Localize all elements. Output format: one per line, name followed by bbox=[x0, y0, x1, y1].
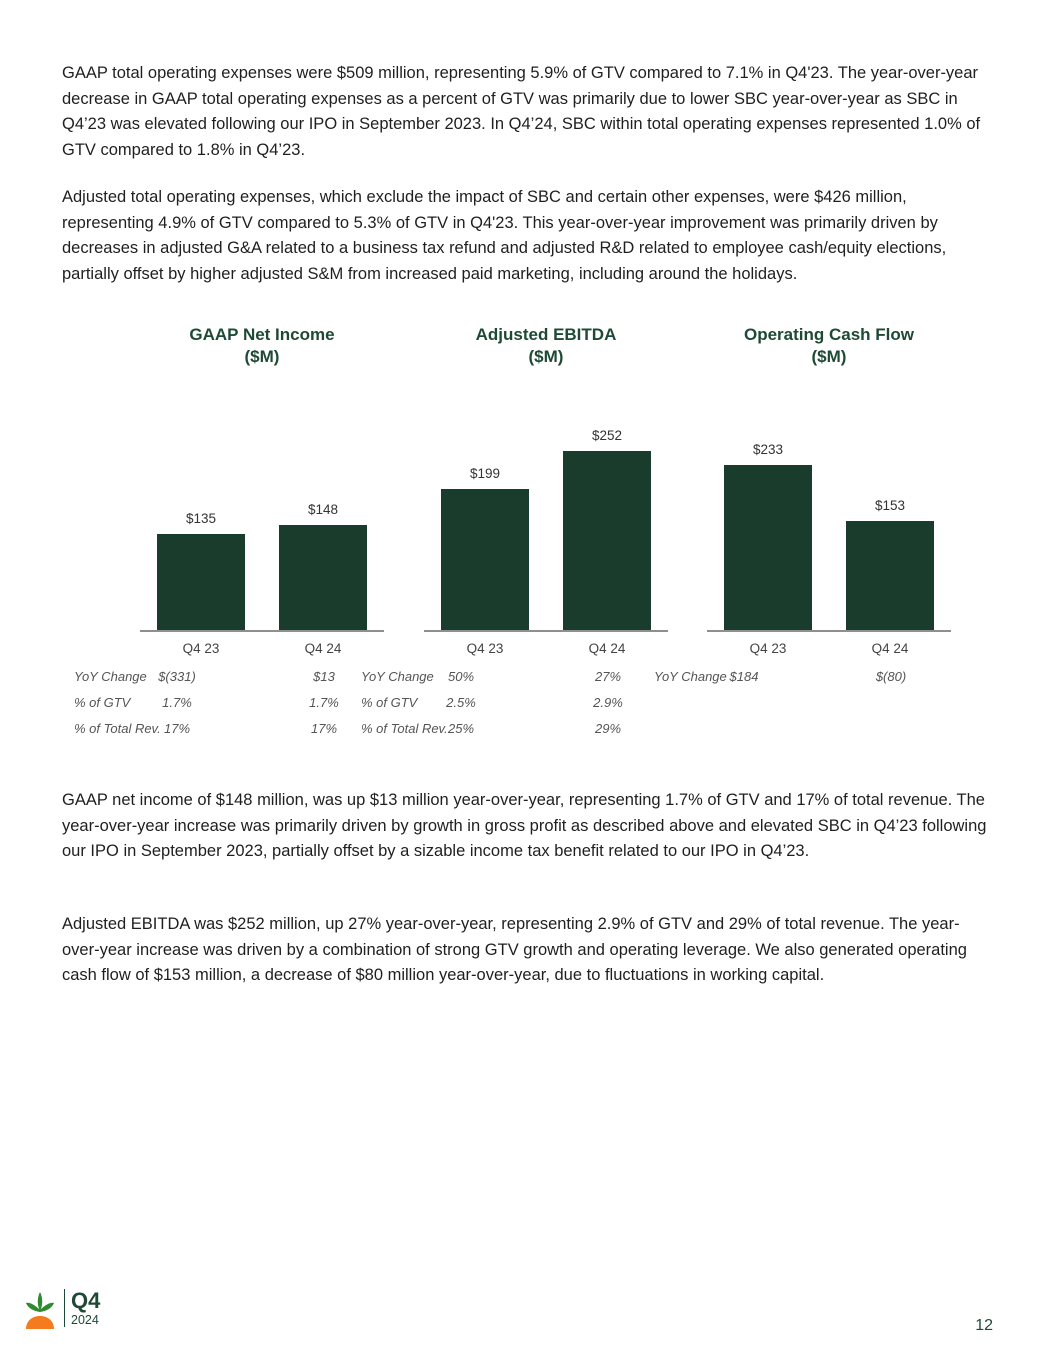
chart-title-text: Operating Cash Flow bbox=[743, 325, 915, 344]
stat-value: 50% bbox=[447, 669, 475, 684]
ebitda-paragraph: Adjusted EBITDA was $252 million, up 27% year-over-year, representing 2.9% of GTV and 29% of total revenue. The year-over-year increase was driven by a combination of strong GTV growth and operating leverage. We also generated operating cash flow of $153 million, a decrease of $80 million year-over-year, due to fluctuations in working capital. bbox=[62, 915, 967, 984]
quarter-badge bbox=[64, 1289, 100, 1327]
stat-label: % of Total Rev. bbox=[74, 721, 161, 736]
bar bbox=[441, 489, 529, 630]
footer-year: 2024 bbox=[71, 1313, 99, 1327]
stat-value: $13 bbox=[313, 669, 335, 684]
chart-title-text: Adjusted EBITDA bbox=[475, 325, 617, 344]
chart-baseline bbox=[424, 630, 668, 632]
bar-value-label: $199 bbox=[469, 466, 501, 481]
stat-value: 25% bbox=[447, 721, 475, 736]
chart-title bbox=[132, 324, 392, 368]
stat-label: YoY Change bbox=[74, 669, 147, 684]
chart-baseline bbox=[140, 630, 384, 632]
net-income-paragraph: GAAP net income of $148 million, was up $13 million year-over-year, representing 1.7% of GTV and 17% of total revenue. The year-over-year increase was primarily driven by growth in gross profit as described above and elevated SBC in Q4’23 following our IPO in September 2023, partially offset by a sizable income tax benefit related to our IPO in Q4’23. bbox=[62, 791, 987, 860]
x-tick-label: Q4 24 bbox=[304, 641, 342, 656]
stat-label: % of GTV bbox=[361, 695, 418, 710]
opex-paragraph: GAAP total operating expenses were $509 million, representing 5.9% of GTV compared to 7.1% in Q4'23. The year-over-year decrease in GAAP total operating expenses as a percent of GTV was primarily due to lower SBC year-over-year as SBC in Q4’23 was elevated following our IPO in September 2023. In Q4’24, SBC within total operating expenses represented 1.0% of GTV compared to 1.8% in Q4’23. bbox=[62, 64, 981, 159]
chart-unit-text: ($M) bbox=[811, 347, 847, 366]
x-tick-label: Q4 23 bbox=[182, 641, 220, 656]
stat-value: 1.7% bbox=[309, 695, 339, 710]
x-tick-label: Q4 24 bbox=[588, 641, 626, 656]
chart-title bbox=[416, 324, 676, 368]
chart-title-text: GAAP Net Income bbox=[189, 325, 335, 344]
bar bbox=[157, 534, 245, 630]
stat-value: 17% bbox=[310, 721, 338, 736]
stat-value: 1.7% bbox=[162, 695, 192, 710]
x-tick-label: Q4 24 bbox=[871, 641, 909, 656]
x-tick-label: Q4 23 bbox=[749, 641, 787, 656]
bar bbox=[724, 465, 812, 630]
bar bbox=[563, 451, 651, 630]
chart-unit-text: ($M) bbox=[244, 347, 280, 366]
stat-value: $(331) bbox=[158, 669, 196, 684]
bar-value-label: $233 bbox=[752, 442, 784, 457]
chart-baseline bbox=[707, 630, 951, 632]
bar-value-label: $153 bbox=[874, 498, 906, 513]
stat-value: 27% bbox=[594, 669, 622, 684]
adjusted-opex-paragraph: Adjusted total operating expenses, which exclude the impact of SBC and certain other expenses, were $426 million, representing 4.9% of GTV compared to 5.3% of GTV in Q4'23. This year-over-year improvement was primarily driven by decreases in adjusted G&A related to a business tax refund and adjusted R&D related to employee cash/equity elections, partially offset by higher adjusted S&M from increased paid marketing, including around the holidays. bbox=[62, 188, 947, 283]
chart-unit-text: ($M) bbox=[528, 347, 564, 366]
bar bbox=[279, 525, 367, 630]
stat-value: 17% bbox=[163, 721, 191, 736]
bar-value-label: $135 bbox=[185, 511, 217, 526]
page-number: 12 bbox=[975, 1317, 993, 1334]
stat-label: % of Total Rev. bbox=[361, 721, 448, 736]
stat-label: % of GTV bbox=[74, 695, 131, 710]
stat-label: YoY Change bbox=[654, 669, 727, 684]
financial-charts bbox=[0, 318, 1055, 758]
chart-title bbox=[699, 324, 959, 368]
footer-quarter: Q4 bbox=[71, 1288, 101, 1313]
bar bbox=[846, 521, 934, 630]
stat-value: 2.5% bbox=[446, 695, 476, 710]
stat-value: $(80) bbox=[875, 669, 907, 684]
x-tick-label: Q4 23 bbox=[466, 641, 504, 656]
carrot-logo-icon bbox=[24, 1290, 56, 1335]
bar-value-label: $148 bbox=[307, 502, 339, 517]
stat-value: 29% bbox=[594, 721, 622, 736]
stat-label: YoY Change bbox=[361, 669, 434, 684]
stat-value: $184 bbox=[729, 669, 759, 684]
stat-value: 2.9% bbox=[593, 695, 623, 710]
bar-value-label: $252 bbox=[591, 428, 623, 443]
